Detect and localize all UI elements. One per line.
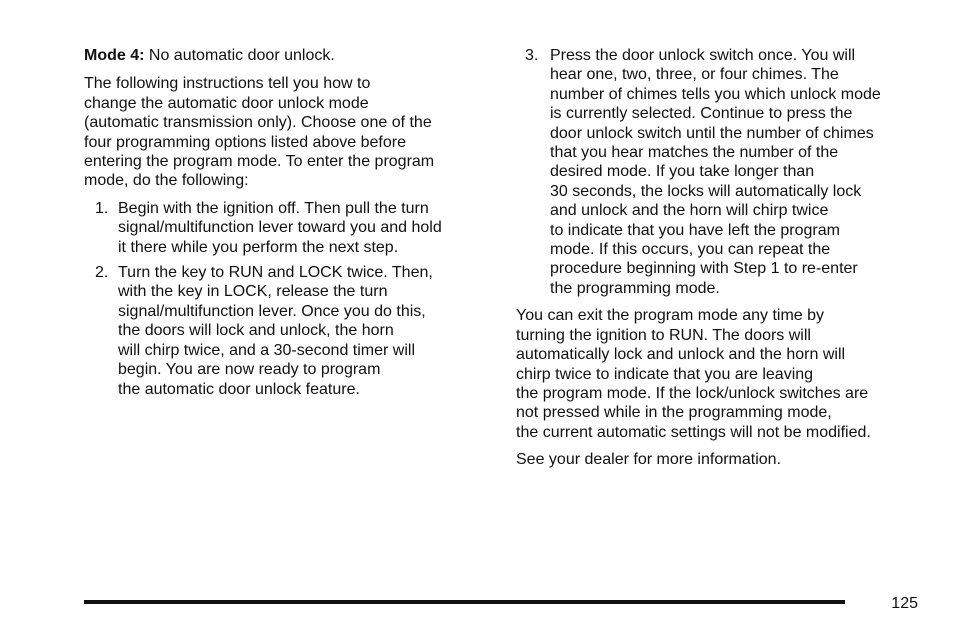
mode-label: Mode 4: bbox=[84, 47, 145, 64]
step-number: 1. bbox=[95, 199, 109, 217]
left-column bbox=[84, 46, 484, 405]
step-item-3 bbox=[516, 46, 921, 298]
steps-list-right bbox=[516, 46, 921, 298]
right-column bbox=[516, 46, 921, 478]
exit-paragraph: You can exit the program mode any time by turning the ignition to RUN. The doors will automatically lock and unlock and the horn will chirp twice to indicate that you are leaving the program mode. If the lock/unlock switches are not pressed while in the programming mode, the current automatic settings will not be modified. bbox=[516, 307, 871, 441]
page-number: 125 bbox=[891, 595, 918, 612]
mode-4-line bbox=[84, 46, 484, 65]
step-text: Press the door unlock switch once. You will hear one, two, three, or four chimes. The number of chimes tells you which unlock mode is currently selected. Continue to press the door unlock switch until the number of chimes that you hear matches the number of the desired mode. If you take longer than 30 seconds, the locks will automatically lock and unlock and the horn will chirp twice to indicate that you have left the program mode. If this occurs, you can repeat the procedure beginning with Step 1 to re-enter the programming mode. bbox=[550, 47, 881, 297]
step-item-2 bbox=[84, 263, 484, 399]
intro-paragraph: The following instructions tell you how to change the automatic door unlock mode (automatic transmission only). Choose one of the four programming options listed above before entering the program mode. To enter the program mode, do the following: bbox=[84, 75, 435, 190]
steps-list-left bbox=[84, 199, 484, 399]
step-number: 2. bbox=[95, 264, 109, 282]
step-number: 3. bbox=[525, 47, 539, 64]
mode-text: No automatic door unlock. bbox=[148, 47, 335, 64]
step-text: Begin with the ignition off. Then pull the turn signal/multifunction lever toward you and hold it there while you perform the next step. bbox=[118, 199, 442, 256]
step-text: Turn the key to RUN and LOCK twice. Then, with the key in LOCK, release the turn signal/multifunction lever. Once you do this, the doors will lock and unlock, the horn will chirp twice, and a 30-second timer will begin. You are now ready to program the automatic door unlock feature. bbox=[118, 264, 433, 398]
step-item-1 bbox=[84, 199, 484, 257]
footer-rule bbox=[84, 600, 845, 604]
dealer-note: See your dealer for more information. bbox=[516, 451, 782, 469]
